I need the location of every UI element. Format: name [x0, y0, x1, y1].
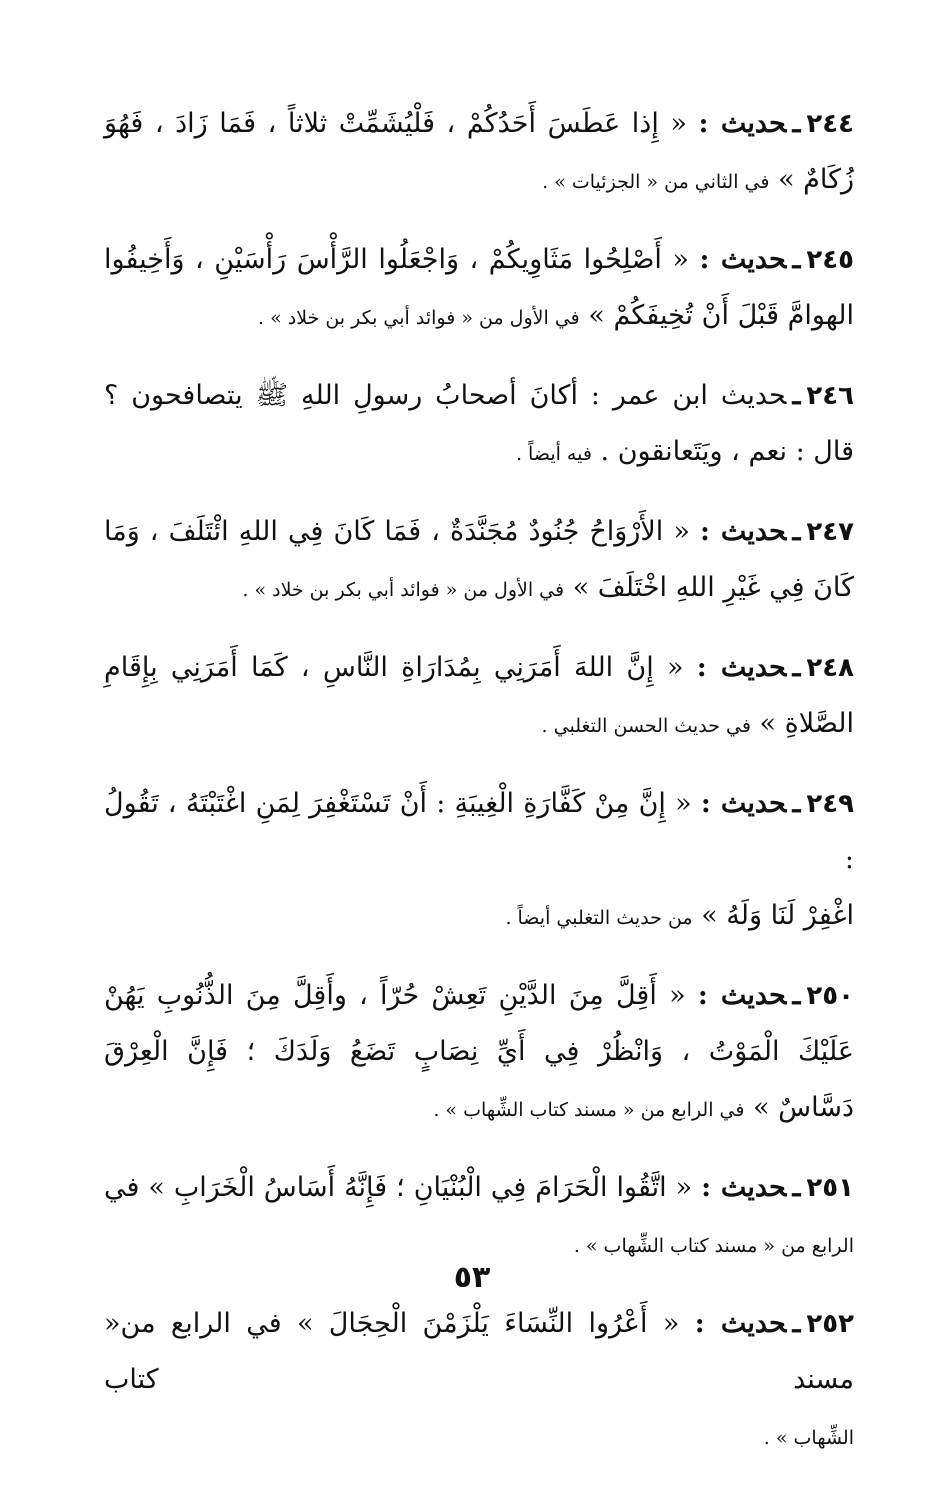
- entry-text-line: [104, 504, 854, 560]
- entry-dash: ـ: [792, 652, 801, 683]
- entry-number: ٢٤٥: [806, 245, 855, 275]
- entry-text: « أَقِلَّ مِنَ الدَّيْنِ تَعِشْ حُرّاً ، وأَقِلَّ مِنَ الذُّنُوبِ يَهُنْ: [104, 980, 686, 1011]
- entry-last-line: [104, 1080, 854, 1138]
- entry-tail-text: زُكَامٌ »: [778, 164, 854, 195]
- entry-tail-text: الهوامَّ قَبْلَ أَنْ تُخِيفَكُمْ »: [588, 300, 854, 331]
- entry-dash: ـ: [792, 788, 801, 819]
- entry-last-line: [104, 288, 854, 346]
- entry-text-line: [104, 1160, 854, 1216]
- entry-text-line: [104, 368, 854, 424]
- entry-keyword: حديث :: [697, 980, 787, 1011]
- entry-keyword: حديث :: [694, 1308, 787, 1339]
- entry-keyword: حديث :: [701, 1172, 787, 1203]
- hadith-entry: [104, 504, 854, 618]
- entry-source: من حديث التغلبي أيضاً .: [505, 907, 693, 929]
- entry-text-line: [104, 776, 854, 888]
- entry-text: « إِنَّ اللهَ أَمَرَنِي بِمُدَارَاةِ النَّاسِ ، كَمَا أَمَرَنِي بِإِقَامِ: [104, 652, 684, 683]
- entry-text: « اتَّقُوا الْحَرَامَ فِي الْبُنْيَانِ ؛ فَإِنَّهُ أَسَاسُ الْخَرَابِ » في: [104, 1172, 693, 1203]
- entry-text: « أَصْلِحُوا مَثَاوِيكُمْ ، وَاجْعَلُوا الرَّأْسَ رَأْسَيْنِ ، وَأَخِيفُوا: [104, 244, 689, 275]
- entry-source: الشِّهاب » .: [763, 1427, 854, 1449]
- entry-dash: ـ: [792, 1308, 801, 1339]
- entry-last-line: [104, 1408, 854, 1466]
- entry-number: ٢٥٠: [806, 981, 854, 1011]
- entry-number: ٢٥٢: [806, 1309, 854, 1339]
- entry-keyword: حديث :: [699, 244, 787, 275]
- entry-text-line: [104, 968, 854, 1024]
- entry-last-line: [104, 888, 854, 946]
- entry-tail-text: كَانَ فِي غَيْرِ اللهِ اخْتَلَفَ »: [572, 572, 854, 603]
- entry-source: في حديث الحسن التغلبي .: [541, 715, 751, 737]
- entry-source: في الأول من « فوائد أبي بكر بن خلاد » .: [258, 307, 580, 329]
- entry-number: ٢٥١: [806, 1173, 855, 1203]
- entry-dash: ـ: [792, 108, 801, 139]
- entry-number: ٢٤٧: [806, 517, 854, 547]
- entry-keyword: حديث :: [700, 788, 787, 819]
- entry-tail-text: قال : نعم ، ويَتَعانقون .: [600, 436, 854, 467]
- entry-number: ٢٤٦: [806, 381, 854, 411]
- entry-text-line: [104, 1296, 854, 1408]
- entry-dash: ـ: [792, 516, 801, 547]
- hadith-entry: [104, 640, 854, 754]
- entry-source: الرابع من « مسند كتاب الشِّهاب » .: [573, 1235, 854, 1257]
- entry-source: في الأول من « فوائد أبي بكر بن خلاد » .: [242, 579, 565, 601]
- entry-source: في الثاني من « الجزئيات » .: [542, 171, 770, 193]
- entry-keyword: حديث :: [698, 108, 787, 139]
- entry-text: « أَعْرُوا النِّسَاءَ يَلْزَمْنَ الْحِجَالَ » في الرابع من« مسند كتاب: [104, 1308, 854, 1395]
- entry-number: ٢٤٨: [806, 653, 854, 683]
- entry-tail-text: دَسَّاسٌ »: [753, 1092, 854, 1123]
- entry-dash: ـ: [792, 1172, 801, 1203]
- entry-text: عَلَيْكَ الْمَوْتُ ، وَانْظُرْ فِي أَيِّ نِصَابٍ تَضَعُ وَلَدَكَ ؛ فَإِنَّ الْعِرْقَ: [104, 1036, 854, 1067]
- entry-text-line: [104, 640, 854, 696]
- page-number: ٥٣: [453, 1260, 491, 1295]
- entry-text: « إِذا عَطَسَ أَحَدُكُمْ ، فَلْيُشَمِّتْ ثلاثاً ، فَمَا زَادَ ، فَهُوَ: [104, 108, 687, 139]
- entry-source: فيه أيضاً .: [515, 443, 592, 465]
- hadith-entry: [104, 232, 854, 346]
- entry-last-line: [104, 152, 854, 210]
- entry-source: في الرابع من « مسند كتاب الشِّهاب » .: [433, 1099, 745, 1121]
- hadith-entry: [104, 368, 854, 482]
- hadith-entry: [104, 1160, 854, 1274]
- entry-last-line: [104, 696, 854, 754]
- entry-last-line: [104, 560, 854, 618]
- entry-text-line: [104, 1024, 854, 1080]
- entry-tail-text: اغْفِرْ لَنَا وَلَهُ »: [701, 900, 854, 931]
- hadith-entry: [104, 776, 854, 946]
- entry-number: ٢٤٩: [806, 789, 854, 819]
- entry-dash: ـ: [792, 980, 801, 1011]
- entry-keyword: حديث :: [699, 516, 787, 547]
- hadith-entry: [104, 1296, 854, 1466]
- entry-last-line: [104, 424, 854, 482]
- entry-tail-text: الصَّلاةِ »: [759, 708, 854, 739]
- entry-text-line: [104, 232, 854, 288]
- hadith-entry: [104, 968, 854, 1138]
- entry-dash: ـ: [792, 244, 801, 275]
- entry-text: حديث ابن عمر : أكانَ أصحابُ رسولِ اللهِ ﷺ يتصافحون ؟: [104, 380, 787, 411]
- entry-dash: ـ: [792, 380, 801, 411]
- entry-number: ٢٤٤: [806, 109, 854, 139]
- entry-text-line: [104, 96, 854, 152]
- hadith-entry: [104, 96, 854, 210]
- entry-text: « الأَرْوَاحُ جُنُودٌ مُجَنَّدَةٌ ، فَمَا كَانَ فِي اللهِ ائْتَلَفَ ، وَمَا: [104, 516, 690, 547]
- entry-text: « إِنَّ مِنْ كَفَّارَةِ الْغِيبَةِ : أَنْ تَسْتَغْفِرَ لِمَنِ اغْتَبْتَهُ ، تَقُولُ :: [104, 788, 854, 875]
- entry-keyword: حديث :: [696, 652, 787, 683]
